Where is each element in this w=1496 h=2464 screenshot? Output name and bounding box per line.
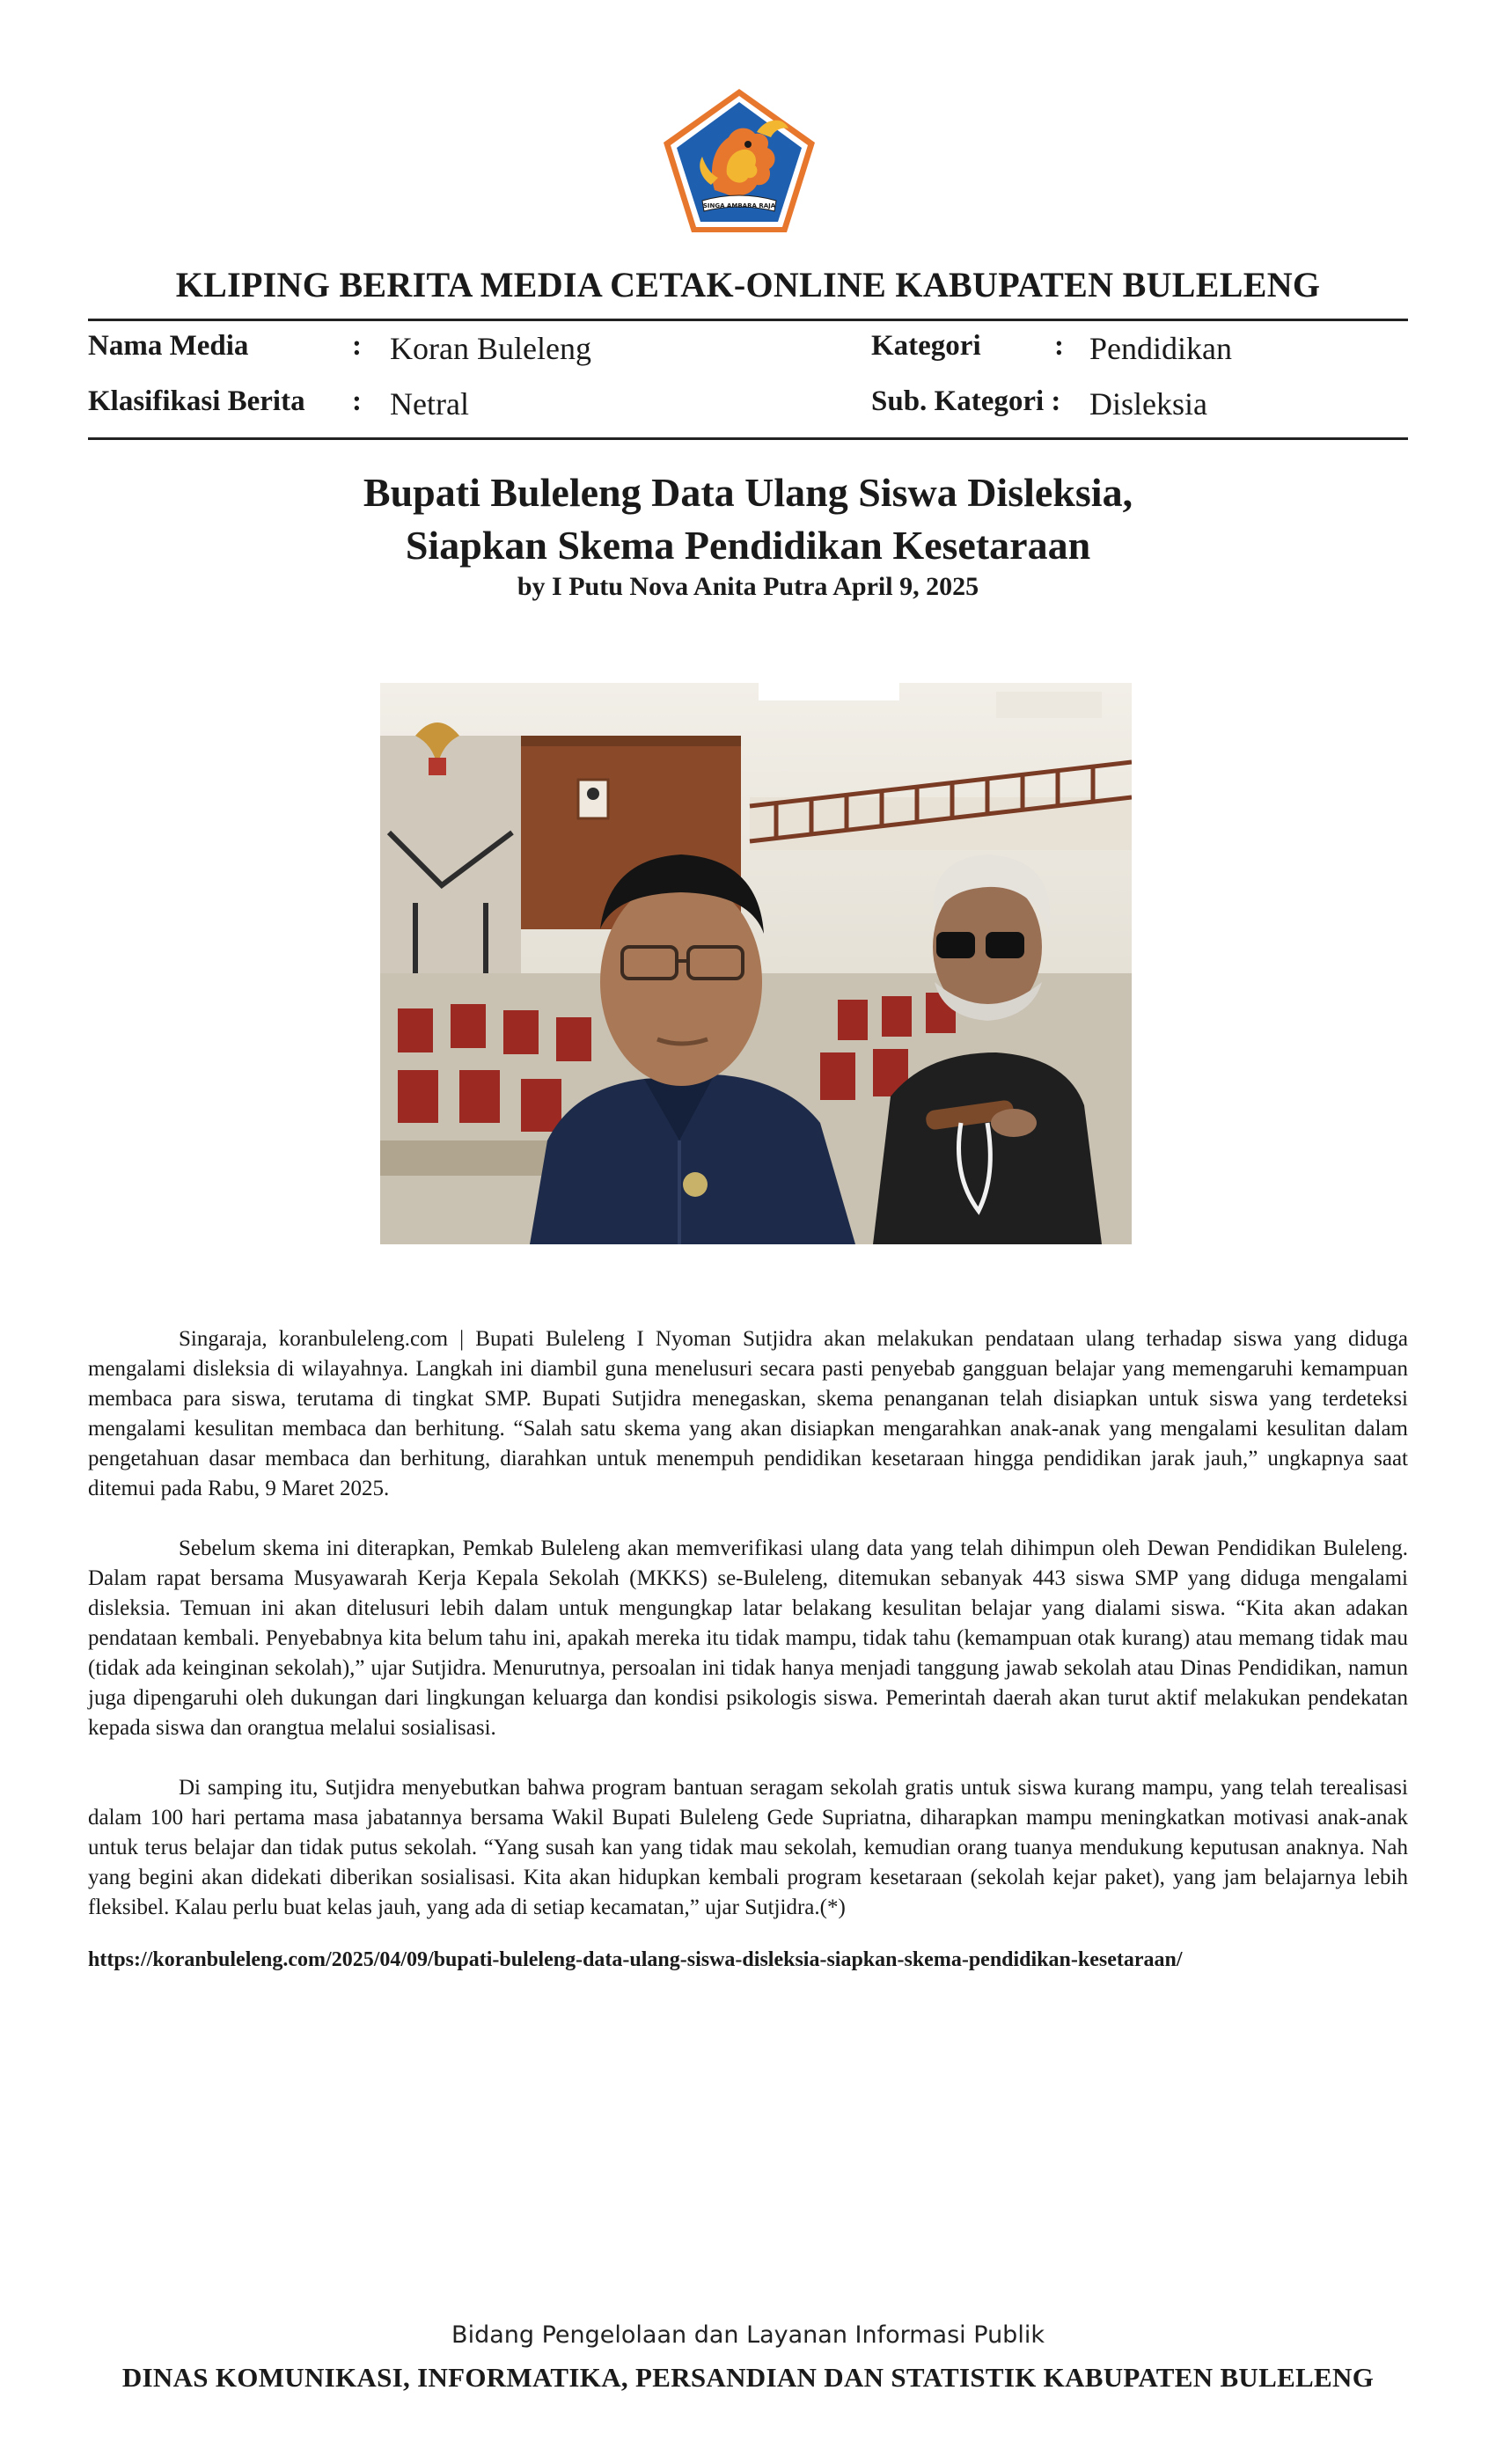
source-link[interactable]: https://koranbuleleng.com/2025/04/09/bupati-buleleng-data-ulang-siswa-disleksia-siapkan-skema-pendidikan-kesetaraan/ xyxy=(88,1948,1183,1971)
headline-line-1: Bupati Buleleng Data Ulang Siswa Disleksia, xyxy=(363,470,1133,515)
media-colon: : xyxy=(352,330,362,362)
kabupaten-emblem-icon xyxy=(660,86,818,236)
headline-line-2: Siapkan Skema Pendidikan Kesetaraan xyxy=(405,523,1091,568)
classification-label: Klasifikasi Berita xyxy=(88,385,305,417)
classification-colon: : xyxy=(352,385,362,417)
category-label: Kategori xyxy=(871,330,981,362)
news-photo xyxy=(380,683,1132,1244)
category-colon: : xyxy=(1054,330,1064,362)
article-paragraph: Sebelum skema ini diterapkan, Pemkab Buleleng akan memverifikasi ulang data yang telah dihimpun oleh Dewan Pendidikan Buleleng. Dalam rapat bersama Musyawarah Kerja Kepala Sekolah (MKKS) se-Buleleng, ditemukan sebanyak 443 siswa SMP yang diduga mengalami disleksia. Temuan ini akan ditelusuri lebih dalam untuk mengungkap latar belakang kesulitan belajar yang dialami siswa. “Kita akan adakan pendataan kembali. Penyebabnya kita belum tahu ini, apakah mereka itu tidak mampu, tidak tahu (kemampuan otak kurang) atau memang tidak mau (tidak ada keinginan sekolah),” ujar Sutjidra. Menurutnya, persoalan ini tidak hanya menjadi tanggung jawab sekolah atau Dinas Pendidikan, namun juga dipengaruhi oleh dukungan dari lingkungan keluarga dan kondisi psikologis siswa. Pemerintah daerah akan turut aktif melakukan pendekatan kepada siswa dan orangtua melalui sosialisasi. xyxy=(88,1536,1408,1740)
article-body xyxy=(88,1324,1408,1953)
article-paragraph: Di samping itu, Sutjidra menyebutkan bahwa program bantuan seragam sekolah gratis untuk siswa kurang mampu, yang telah terealisasi dalam 100 hari pertama masa jabatannya bersama Wakil Bupati Buleleng Gede Supriatna, diharapkan mampu meningkatkan motivasi anak-anak untuk terus belajar dan tidak putus sekolah. “Yang susah kan yang tidak mau sekolah, kemudian orang tuanya mendukung keputusan anaknya. Nah yang begini akan didekati diberikan sosialisasi. Kita akan hidupkan kembali program kesetaraan (sekolah kejar paket), yang jam belajarnya lebih fleksibel. Kalau perlu buat kelas jauh, yang ada di setiap kecamatan,” ujar Sutjidra.(*) xyxy=(88,1776,1408,1919)
footer-unit: Bidang Pengelolaan dan Layanan Informasi Publik xyxy=(451,2321,1045,2349)
media-value: Koran Buleleng xyxy=(390,331,591,366)
classification-value: Netral xyxy=(390,386,469,422)
subcategory-value: Disleksia xyxy=(1089,386,1207,422)
article-paragraph: Singaraja, koranbuleleng.com | Bupati Buleleng I Nyoman Sutjidra akan melakukan pendataan ulang terhadap siswa yang diduga mengalami disleksia di wilayahnya. Langkah ini diambil guna menelusuri secara pasti penyebab gangguan belajar yang memengaruhi kemampuan membaca para siswa, terutama di tingkat SMP. Bupati Sutjidra menegaskan, skema penanganan telah disiapkan untuk siswa yang terdeteksi mengalami kesulitan membaca dan berhitung. “Salah satu skema yang akan disiapkan mengarahkan anak-anak yang mengalami kesulitan dalam pengetahuan dasar membaca dan berhitung, diarahkan untuk menempuh pendidikan kesetaraan hingga pendidikan jarak jauh,” ungkapnya saat ditemui pada Rabu, 9 Maret 2025. xyxy=(88,1327,1408,1500)
divider-bottom xyxy=(88,437,1408,440)
subcategory-label: Sub. Kategori : xyxy=(871,385,1061,417)
divider-top xyxy=(88,319,1408,321)
byline: by I Putu Nova Anita Putra April 9, 2025 xyxy=(517,572,979,601)
footer-agency: DINAS KOMUNIKASI, INFORMATIKA, PERSANDIAN DAN STATISTIK KABUPATEN BULELENG xyxy=(121,2362,1375,2393)
media-label: Nama Media xyxy=(88,330,249,362)
emblem-motto: SINGA AMBARA RAJA xyxy=(702,202,776,209)
category-value: Pendidikan xyxy=(1089,331,1232,366)
page-title: KLIPING BERITA MEDIA CETAK-ONLINE KABUPATEN BULELENG xyxy=(175,265,1321,304)
